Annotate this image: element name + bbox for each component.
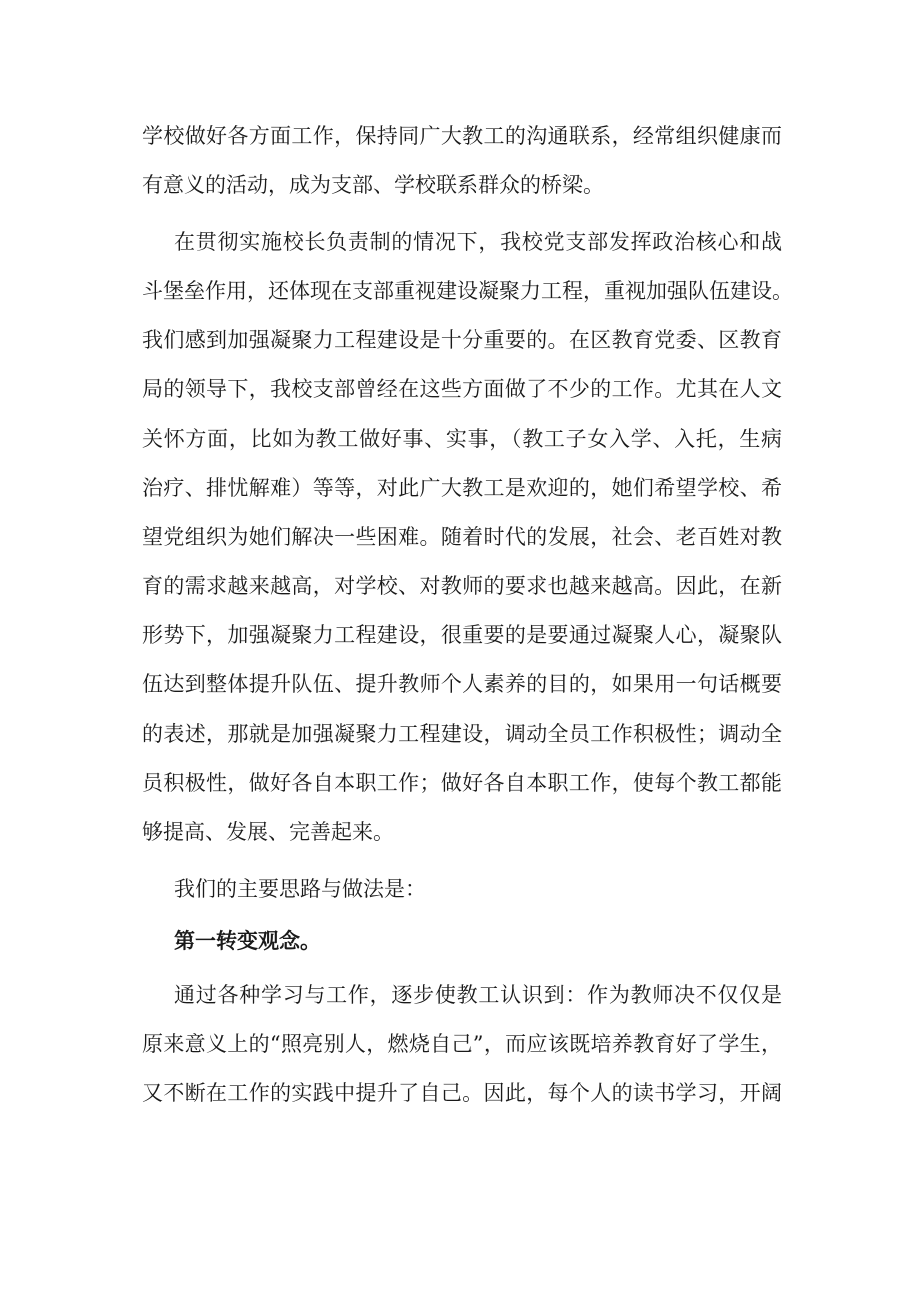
paragraph-2-line-8: 育的需求越来越高，对学校、对教师的要求也越来越高。因此，在新 [142,574,782,598]
paragraph-2-line-5: 关怀方面，比如为教工做好事、实事，（教工子女入学、入托，生病 [142,427,782,451]
paragraph-1-line-2: 有意义的活动，成为支部、学校联系群众的桥梁。 [142,173,604,197]
paragraph-2-line-4: 局的领导下，我校支部曾经在这些方面做了不少的工作。尤其在人文 [142,377,782,401]
paragraph-4-line-3: 又不断在工作的实践中提升了自己。因此，每个人的读书学习，开阔 [142,1081,782,1105]
section-heading: 第一转变观念。 [174,929,321,953]
paragraph-3-line-1: 我们的主要思路与做法是： [174,877,426,901]
paragraph-4-line-2: 原来意义上的“照亮别人，燃烧自己”，而应该既培养教育好了学生， [142,1032,782,1056]
paragraph-2-line-2: 斗堡垒作用，还体现在支部重视建设凝聚力工程，重视加强队伍建设。 [142,279,793,303]
paragraph-2-line-11: 的表述，那就是加强凝聚力工程建设，调动全员工作积极性；调动全 [142,722,782,746]
paragraph-2-line-10: 伍达到整体提升队伍、提升教师个人素养的目的，如果用一句话概要 [142,672,782,696]
paragraph-4-line-1: 通过各种学习与工作，逐步使教工认识到：作为教师决不仅仅是 [174,983,782,1007]
paragraph-2-line-1: 在贯彻实施校长负责制的情况下，我校党支部发挥政治核心和战 [174,230,782,254]
paragraph-2-line-7: 望党组织为她们解决一些困难。随着时代的发展，社会、老百姓对教 [142,525,782,549]
paragraph-2-line-6: 治疗、排忧解难）等等，对此广大教工是欢迎的，她们希望学校、希 [142,476,782,500]
paragraph-2-line-12: 员积极性，做好各自本职工作；做好各自本职工作，使每个教工都能 [142,771,782,795]
paragraph-1-line-1: 学校做好各方面工作，保持同广大教工的沟通联系，经常组织健康而 [142,124,782,148]
paragraph-2-line-13: 够提高、发展、完善起来。 [142,820,394,844]
paragraph-2-line-3: 我们感到加强凝聚力工程建设是十分重要的。在区教育党委、区教育 [142,328,782,352]
paragraph-2-line-9: 形势下，加强凝聚力工程建设，很重要的是要通过凝聚人心，凝聚队 [142,623,782,647]
